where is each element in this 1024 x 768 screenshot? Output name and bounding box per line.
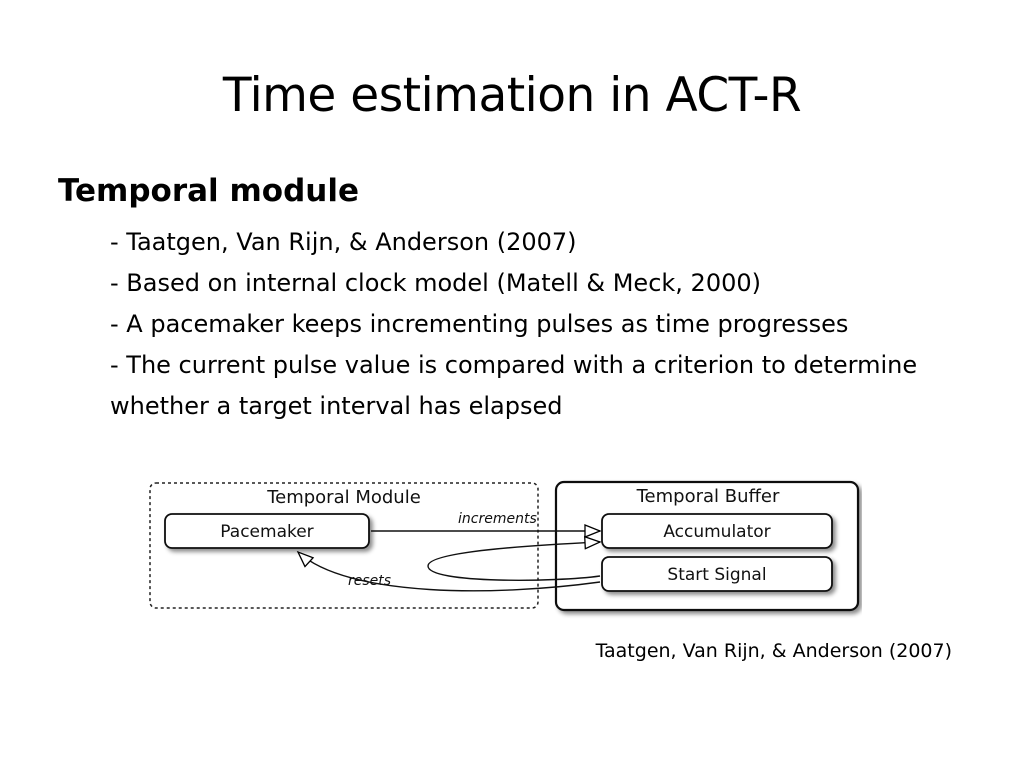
bullet-item: - A pacemaker keeps incrementing pulses as time progresses <box>110 310 849 338</box>
bullet-item: - Based on internal clock model (Matell & Meck, 2000) <box>110 269 761 297</box>
temporal-buffer-label: Temporal Buffer <box>636 486 780 507</box>
temporal-module-label: Temporal Module <box>267 487 421 508</box>
citation-caption: Taatgen, Van Rijn, & Anderson (2007) <box>595 640 952 662</box>
bullet-item: - The current pulse value is compared with a criterion to determine whether a target interval has elapsed <box>110 351 918 420</box>
increments-label: increments <box>458 511 537 527</box>
resets-label: resets <box>348 573 392 589</box>
bullet-item: - Taatgen, Van Rijn, & Anderson (2007) <box>110 228 577 256</box>
section-heading: Temporal module <box>58 173 359 209</box>
temporal-module-diagram <box>138 472 862 622</box>
pacemaker-label: Pacemaker <box>220 522 314 542</box>
accumulator-label: Accumulator <box>663 522 771 542</box>
start-signal-label: Start Signal <box>667 565 767 585</box>
bullet-list <box>110 222 990 427</box>
slide-title: Time estimation in ACT-R <box>222 68 802 123</box>
